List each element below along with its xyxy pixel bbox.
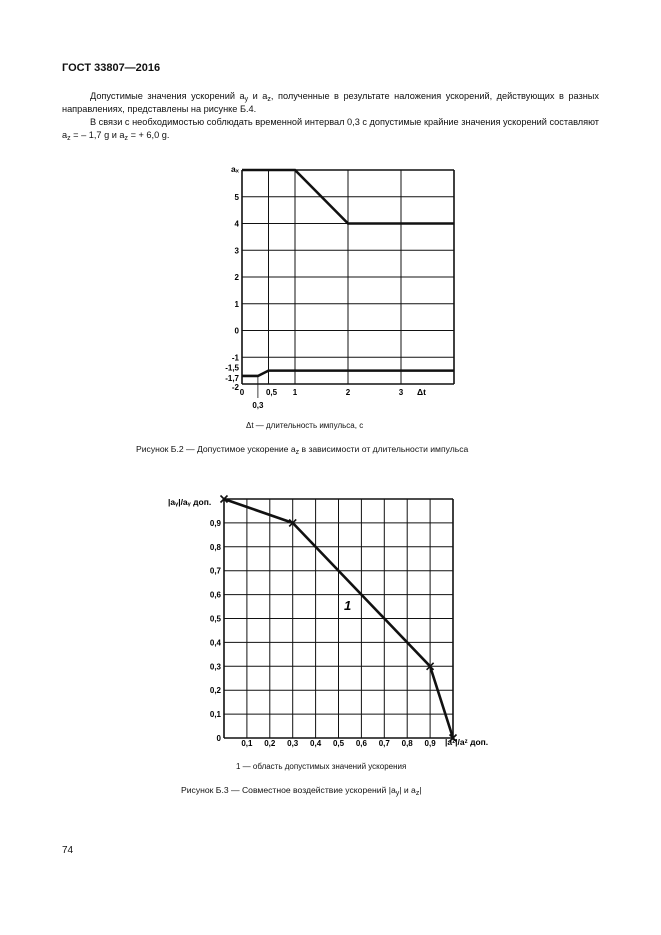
figure-b2 xyxy=(225,164,454,410)
x-tick-label: 2 xyxy=(345,388,351,397)
y-tick-label: 2 xyxy=(234,273,239,282)
paragraph-2: В связи с необходимостью соблюдать временной интервал 0,3 с допустимые крайние значения ускорений составляют $a_z$ = – 1,7 g и $a_z$ = + 6,0 g. xyxy=(62,117,599,142)
figure-b3-region-label: 1 xyxy=(344,598,352,613)
x-tick-label: 0,6 xyxy=(355,739,367,748)
y-tick-label: 3 xyxy=(234,246,239,256)
y-tick-label: 0,8 xyxy=(209,542,221,552)
x-tick-label: 0,1 xyxy=(241,739,253,748)
figure-b3-caption: Рисунок Б.3 — Совместное воздействие ускорений $|a_y|$ и $a_z|$ xyxy=(181,785,422,797)
figure-b3-x-axis-label: |aᶻ|/aᶻ доп. xyxy=(445,737,489,747)
x-tick-label: 0,2 xyxy=(264,739,276,748)
x-tick-label: 0,3 xyxy=(287,739,299,748)
y-tick-label: 0,5 xyxy=(209,614,221,624)
y-tick-label: 0,1 xyxy=(209,710,221,720)
x-tick-label: 0 xyxy=(239,388,245,397)
figure-b3-legend: 1 — область допустимых значений ускорения xyxy=(236,762,407,771)
y-tick-label: 0,2 xyxy=(209,686,221,696)
y-tick-label: 0,3 xyxy=(209,662,221,672)
x-tick-label: 3 xyxy=(398,388,404,397)
y-tick-label: 0,9 xyxy=(209,518,221,528)
page-number: 74 xyxy=(62,845,74,856)
y-tick-label: -1 xyxy=(231,353,239,363)
x-tick-label: 0,8 xyxy=(401,739,413,748)
figure-b2-y-axis-label: aₓ xyxy=(231,164,239,174)
x-tick-label: 0,9 xyxy=(424,739,436,748)
figure-b2-caption: Рисунок Б.2 — Допустимое ускорение $a_z$ в зависимости от длительности импульса xyxy=(136,444,469,456)
figure-b2-x-caption: Δt — длительность импульса, с xyxy=(246,421,364,430)
y-tick-label: -2 xyxy=(231,383,239,392)
y-tick-label: -1,5 xyxy=(225,363,239,373)
y-tick-label: 5 xyxy=(234,192,239,202)
figure-b2-y-ticks xyxy=(225,193,239,392)
y-tick-label: 0,7 xyxy=(209,566,221,576)
x-tick-label: 0,5 xyxy=(332,739,345,748)
y-tick-label: -1,7 xyxy=(225,373,239,383)
x-tick-label: 1 xyxy=(292,388,298,397)
x-tick-label: 0,5 xyxy=(265,388,278,397)
figure-b3-x-ticks xyxy=(241,739,436,748)
y-tick-label: 0,4 xyxy=(209,638,221,648)
figure-b2-x-ticks xyxy=(240,376,404,410)
figure-b2-grid xyxy=(242,170,454,384)
figure-b3 xyxy=(168,496,488,749)
document-id: ГОСТ 33807—2016 xyxy=(62,62,161,74)
figure-b3-grid xyxy=(224,499,453,738)
figure-b2-x-axis-label: Δt xyxy=(417,387,426,397)
figure-b3-y-axis-label: |aᵧ|/aᵧ доп. xyxy=(168,497,212,507)
x-tick-label: 0,7 xyxy=(378,739,390,748)
paragraph-1: Допустимые значения ускорений $a_y$ и $a_z$, полученные в результате наложения ускорений, действующих в разных направлениях, представлены на рисунке Б.4. xyxy=(62,91,599,114)
y-tick-label: 1 xyxy=(234,299,239,309)
y-tick-label: 0,6 xyxy=(209,590,221,600)
y-tick-label: 4 xyxy=(234,219,239,229)
y-tick-label: 0 xyxy=(234,326,239,336)
y-tick-label: 0 xyxy=(216,734,221,743)
x-tick-label: 0,4 xyxy=(310,739,322,748)
x-tick-label-extra: 0,3 xyxy=(252,401,264,410)
figure-b3-y-ticks xyxy=(210,519,222,743)
